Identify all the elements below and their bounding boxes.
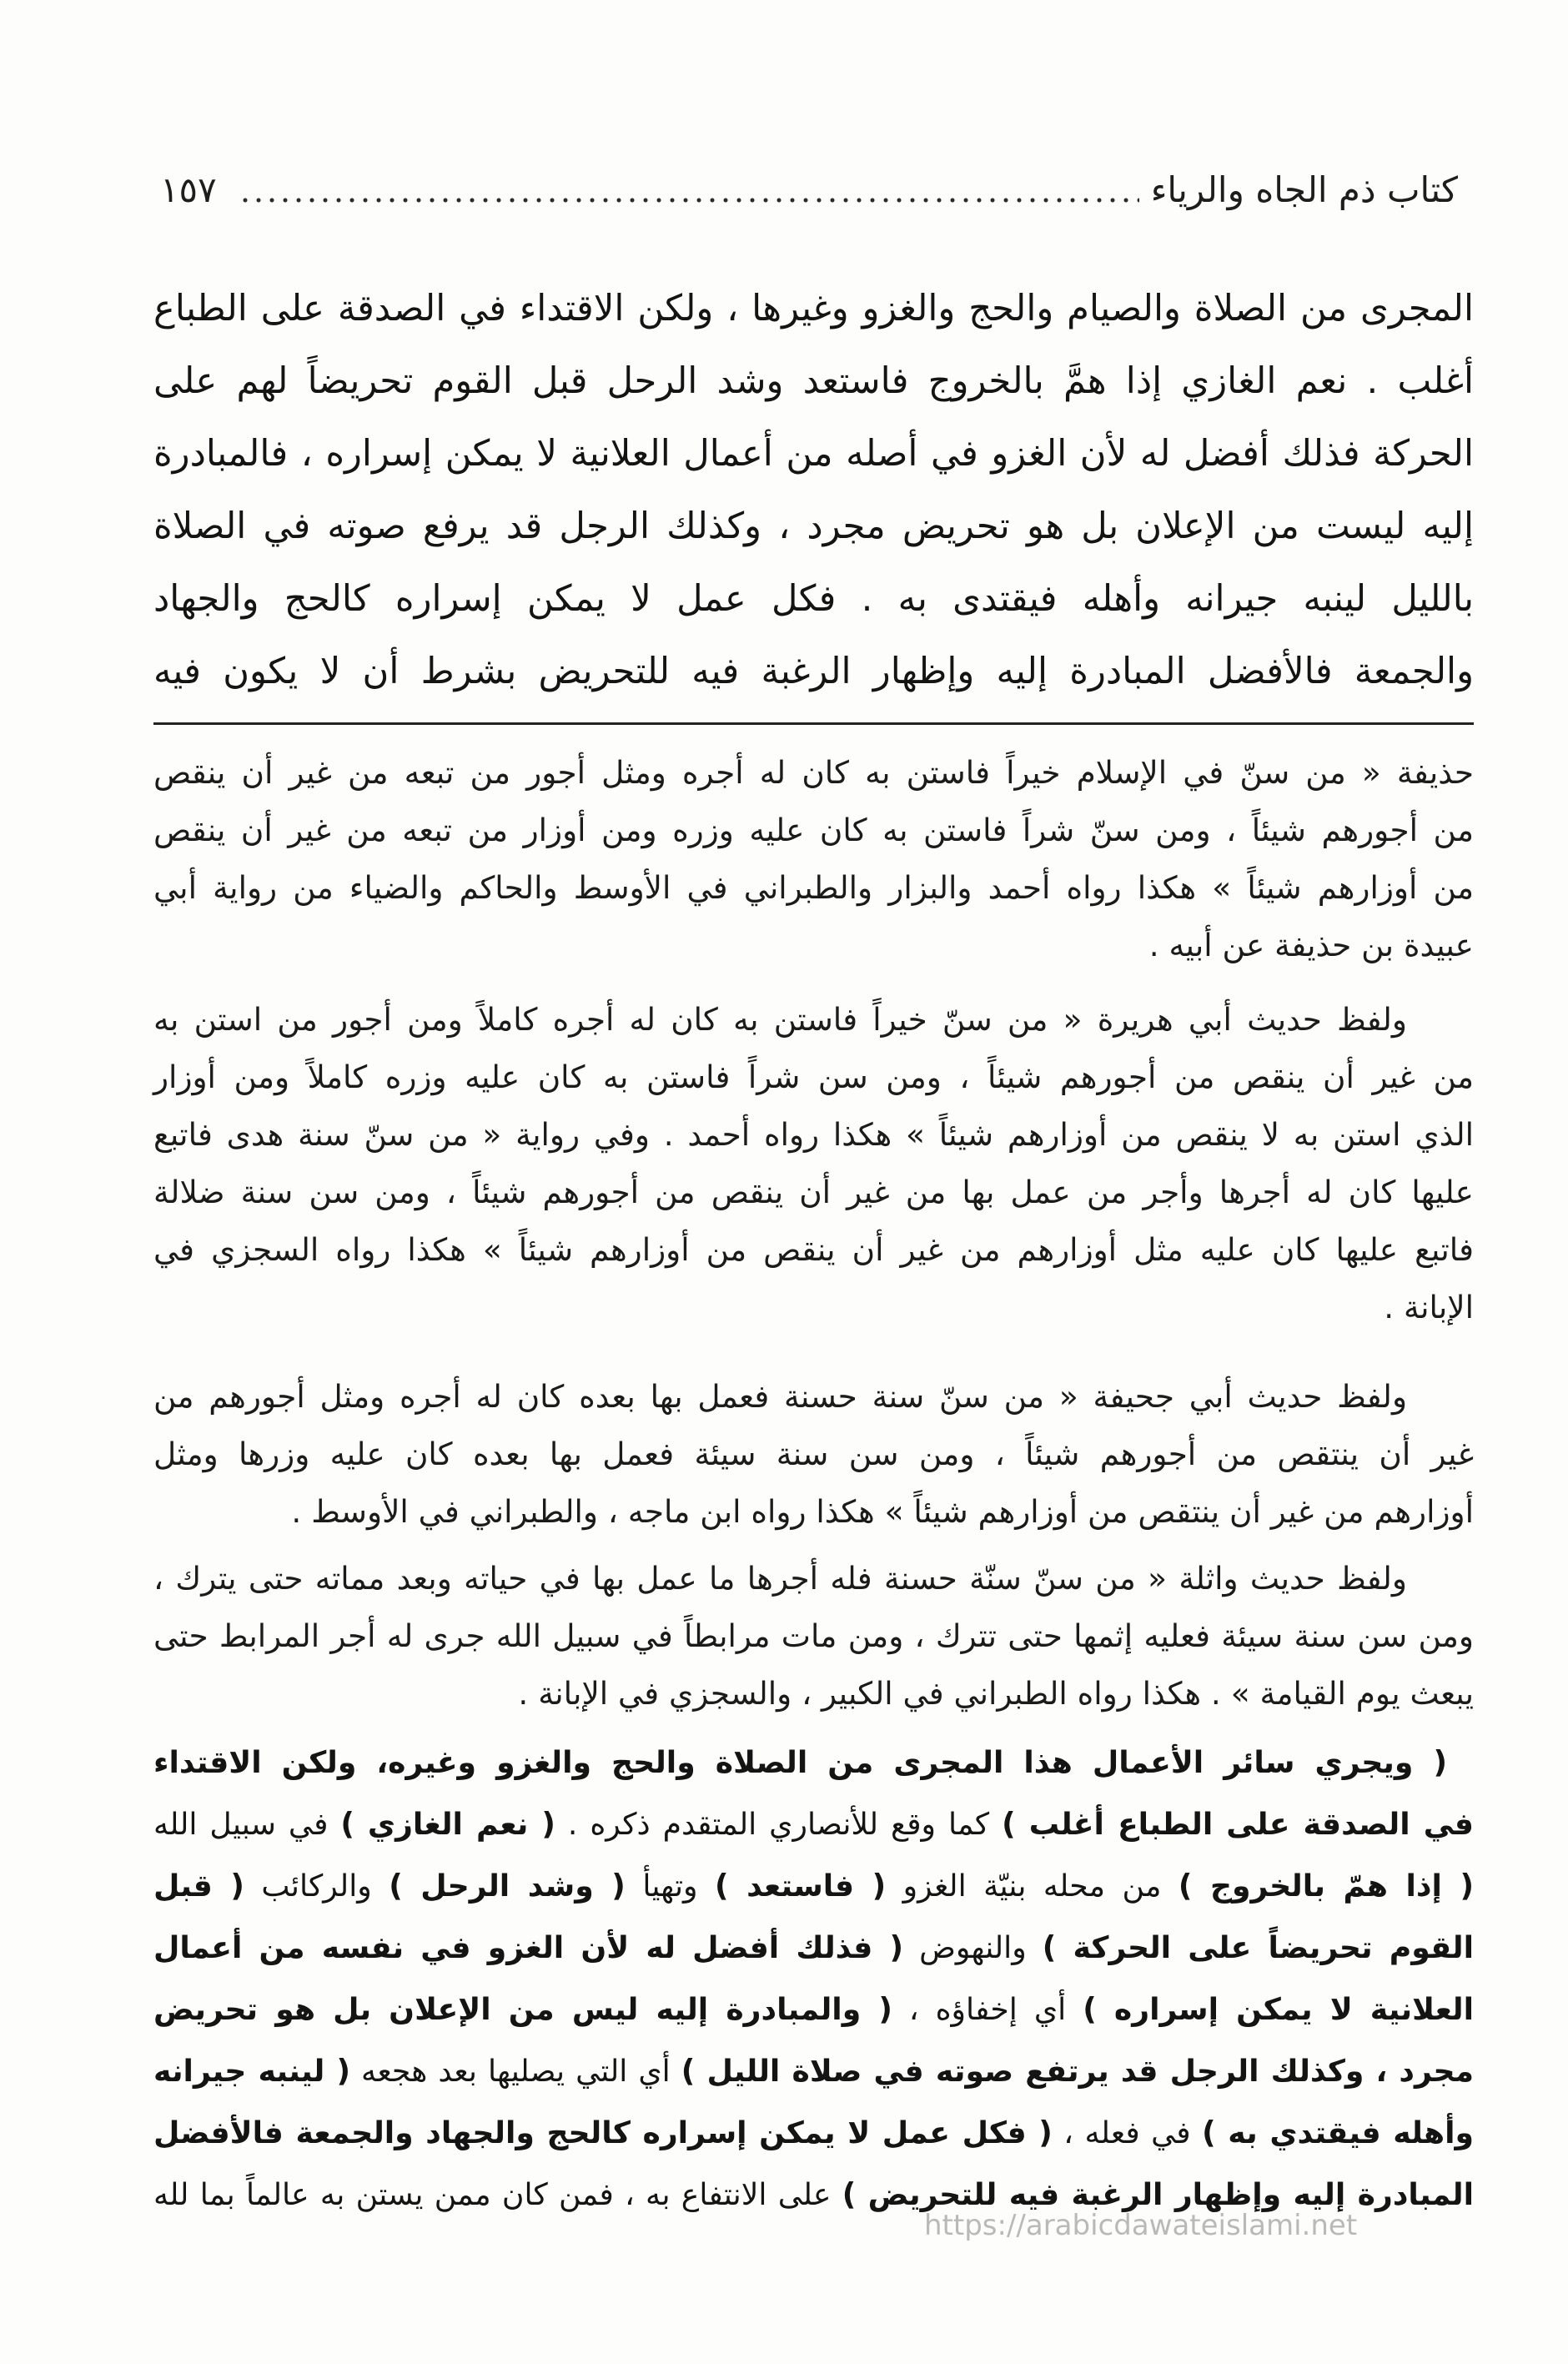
footnote-paragraph bbox=[153, 1368, 1474, 1541]
commentary-gloss-text: في فعله ، bbox=[1052, 2115, 1203, 2150]
commentary-quoted-text: ( ويجري سائر الأعمال هذا المجرى من الصلاة والحج والغزو وغيره، ولكن الاقتداء bbox=[153, 1744, 1447, 1780]
commentary-quoted-text: ( قبل bbox=[153, 1868, 244, 1904]
dot-leader bbox=[239, 197, 1139, 204]
commentary-line bbox=[153, 2102, 1474, 2164]
footnote-line: ولفظ حديث أبي جحيفة « من سنّ سنة حسنة فعمل بها بعده كان له أجره ومثل أجورهم من bbox=[153, 1378, 1407, 1415]
footnote-paragraph bbox=[153, 744, 1474, 974]
commentary-quoted-text: ( إذا همّ بالخروج ) bbox=[1178, 1868, 1474, 1904]
commentary-gloss-text: وتهيأ bbox=[625, 1868, 715, 1904]
footnote-line: ومن سن سنة سيئة فعليه إثمها حتى تترك ، ومن مات مرابطاً في سبيل الله جرى له أجر المرابط حتى bbox=[153, 1617, 1474, 1654]
commentary-quoted-text: المبادرة إليه وإظهار الرغبة فيه للتحريض ) bbox=[842, 2176, 1474, 2212]
commentary-gloss-text: في سبيل الله bbox=[153, 1806, 341, 1842]
footnote-line: ولفظ حديث واثلة « من سنّ سنّة حسنة فله أجرها ما عمل بها في حياته وبعد مماته حتى يترك ، bbox=[153, 1560, 1407, 1597]
commentary-gloss-text: من محله بنيّة الغزو bbox=[886, 1868, 1179, 1904]
commentary-gloss-text: كما وقع للأنصاري المتقدم ذكره . bbox=[555, 1806, 1003, 1842]
commentary-line bbox=[153, 1917, 1474, 1979]
main-text-line: الحركة فذلك أفضل له لأن الغزو في أصله من أعمال العلانية لا يمكن إسراره ، فالمبادرة bbox=[153, 433, 1474, 475]
footnote-paragraph bbox=[153, 991, 1474, 1336]
footnote-line: عليها كان له أجرها وأجر من عمل بها من غير أن ينقص من أجورهم شيئاً ، ومن سن سنة ضلالة bbox=[153, 1174, 1474, 1210]
commentary-line bbox=[153, 1732, 1474, 1793]
footnote-line: من غير أن ينقص من أجورهم شيئاً ، ومن سن شراً فاستن به كان عليه وزره كاملاً ومن أوزار bbox=[153, 1059, 1474, 1095]
commentary-quoted-text: ( فاستعد ) bbox=[714, 1868, 887, 1904]
commentary-line bbox=[153, 2040, 1474, 2102]
main-text-line: أغلب . نعم الغازي إذا همَّ بالخروج فاستعد وشد الرحل قبل القوم تحريضاً لهم على bbox=[153, 360, 1474, 402]
footnote-line: ولفظ حديث أبي هريرة « من سنّ خيراً فاستن به كان له أجره كاملاً ومن أجور من استن به bbox=[153, 1001, 1407, 1038]
commentary-gloss-text: أي التي يصليها بعد هجعه bbox=[350, 2053, 681, 2089]
footnote-line: عبيدة بن حذيفة عن أبيه . bbox=[1148, 927, 1474, 963]
footnote-line: الذي استن به لا ينقص من أوزارهم شيئاً » هكذا رواه أحمد . وفي رواية « من سنّ سنة هدى فاتبع bbox=[153, 1116, 1474, 1153]
footnote-line: يبعث يوم القيامة » . هكذا رواه الطبراني في الكبير ، والسجزي في الإبانة . bbox=[518, 1675, 1474, 1712]
commentary-gloss-text: والركائب bbox=[244, 1868, 389, 1904]
footnote-line: أوزارهم من غير أن ينتقص من أوزارهم شيئاً » هكذا رواه ابن ماجه ، والطبراني في الأوسط . bbox=[291, 1493, 1474, 1530]
watermark: https://arabicdawateislami.net bbox=[924, 2209, 1358, 2242]
commentary-line bbox=[153, 1793, 1474, 1855]
main-text-line: إليه ليست من الإعلان بل هو تحريض مجرد ، وكذلك الرجل قد يرفع صوته في الصلاة bbox=[153, 505, 1474, 547]
footnote-separator bbox=[153, 722, 1474, 725]
footnote-line: حذيفة « من سنّ في الإسلام خيراً فاستن به كان له أجره ومثل أجور من تبعه من غير أن ينقص bbox=[153, 754, 1474, 791]
commentary-gloss-text: أي إخفاؤه ، bbox=[892, 1991, 1083, 2027]
running-header bbox=[160, 163, 1458, 217]
commentary-line bbox=[153, 1855, 1474, 1917]
main-text bbox=[153, 273, 1474, 708]
page-number: ١٥٧ bbox=[160, 169, 217, 210]
main-text-line: بالليل لينبه جيرانه وأهله فيقتدى به . فكل عمل لا يمكن إسراره كالحج والجهاد bbox=[153, 578, 1474, 620]
commentary-quoted-text: ( وشد الرحل ) bbox=[389, 1868, 626, 1904]
footnote-paragraph bbox=[153, 1550, 1474, 1723]
commentary-quoted-text: ( فذلك أفضل له لأن الغزو في نفسه من أعمال bbox=[153, 1929, 903, 1965]
commentary-quoted-text: ( والمبادرة إليه ليس من الإعلان بل هو تحريض bbox=[153, 1991, 892, 2027]
commentary-gloss-text: على الانتفاع به ، فمن كان ممن يستن به عالماً بما لله bbox=[153, 2176, 842, 2212]
commentary-quoted-text: ( فكل عمل لا يمكن إسراره كالحج والجهاد والجمعة فالأفضل bbox=[153, 2115, 1053, 2150]
footnote-line: من أوزارهم شيئاً » هكذا رواه أحمد والبزار والطبراني في الأوسط والحاكم والضياء من رواية أبي bbox=[153, 869, 1474, 906]
commentary-quoted-text: في الصدقة على الطباع أغلب ) bbox=[1002, 1806, 1474, 1842]
commentary-quoted-text: العلانية لا يمكن إسراره ) bbox=[1083, 1991, 1474, 2027]
footnote-line: الإبانة . bbox=[1384, 1289, 1474, 1325]
footnote-line: من أجورهم شيئاً ، ومن سنّ شراً فاستن به كان عليه وزره ومن أوزار من تبعه من غير أن ينقص bbox=[153, 812, 1474, 848]
commentary bbox=[153, 1732, 1474, 2226]
commentary-quoted-text: وأهله فيقتدي به ) bbox=[1202, 2115, 1474, 2150]
footnote-line: فاتبع عليها كان عليه مثل أوزارهم من غير أن ينقص من أوزارهم شيئاً » هكذا رواه السجزي في bbox=[153, 1231, 1474, 1268]
commentary-quoted-text: ( نعم الغازي ) bbox=[340, 1806, 555, 1842]
commentary-quoted-text: مجرد ، وكذلك الرجل قد يرتفع صوته في صلاة الليل ) bbox=[681, 2053, 1474, 2089]
commentary-gloss-text: والنهوض bbox=[902, 1929, 1043, 1965]
commentary-quoted-text: القوم تحريضاً على الحركة ) bbox=[1042, 1929, 1474, 1965]
commentary-line bbox=[153, 1979, 1474, 2040]
book-title: كتاب ذم الجاه والرياء bbox=[1150, 169, 1458, 210]
main-text-line: المجرى من الصلاة والصيام والحج والغزو وغيرها ، ولكن الاقتداء في الصدقة على الطباع bbox=[153, 288, 1474, 329]
main-text-line: والجمعة فالأفضل المبادرة إليه وإظهار الرغبة فيه للتحريض بشرط أن لا يكون فيه bbox=[153, 651, 1474, 692]
commentary-quoted-text: ( لينبه جيرانه bbox=[153, 2053, 350, 2089]
footnote-line: غير أن ينتقص من أجورهم شيئاً ، ومن سن سنة سيئة فعمل بها بعده كان عليه وزرها ومثل bbox=[153, 1436, 1474, 1472]
